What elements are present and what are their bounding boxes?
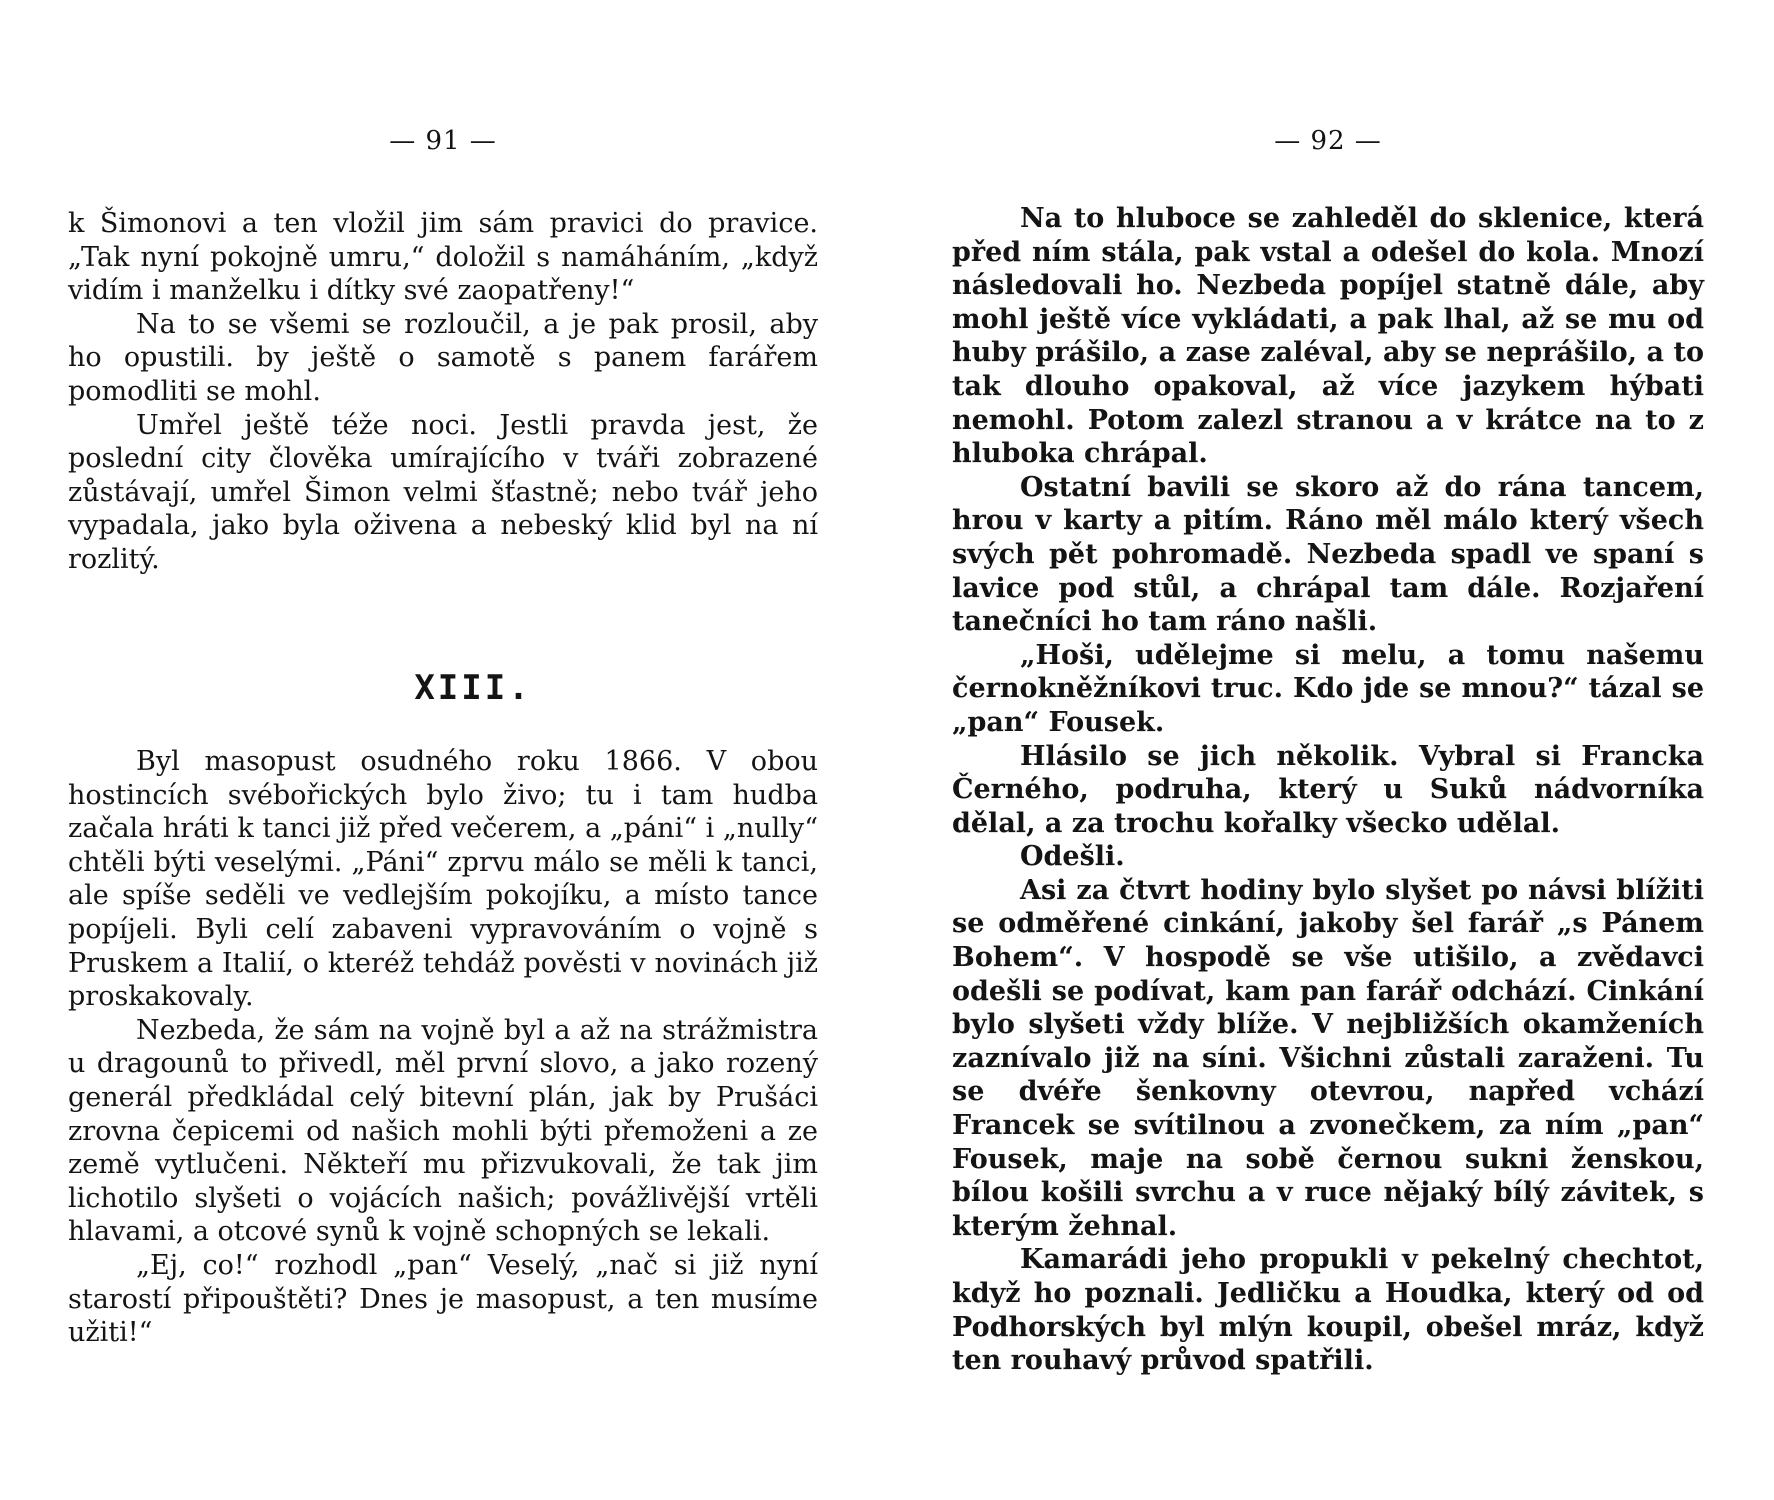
page-number-right: — 92 —: [1274, 126, 1382, 156]
paragraph: „Hoši, udělejme si melu, a tomu našemu černokněžníkovi truc. Kdo jde se mnou?“ tázal se „pan“ Fousek.: [952, 639, 1704, 738]
paragraph: k Šimonovi a ten vložil jim sám pravici do pravice. „Tak nyní pokojně umru,“ doložil s namáháním, „když vidím i manželku i dítky své zaopatřeny!“: [68, 208, 818, 307]
paragraph: Umřel ještě téže noci. Jestli pravda jest, že poslední city člověka umírajícího v tváři zobrazené zůstávají, umřel Šimon velmi šťastně; nebo tvář jeho vypadala, jako byla oživena a nebeský klid byl na ní rozlitý.: [68, 409, 818, 575]
chapter-heading: XIII.: [414, 668, 532, 708]
text-block-right: [952, 202, 1704, 1378]
paragraph: „Ej, co!“ rozhodl „pan“ Veselý, „nač si již nyní starostí připouštěti? Dnes je masopust, a ten musíme užiti!“: [68, 1249, 818, 1349]
paragraph: Kamarádi jeho propukli v pekelný chechtot, když ho poznali. Jedličku a Houdka, který od od Podhorských byl mlýn koupil, obešel mráz, když ten rouhavý průvod spatřili.: [952, 1244, 1704, 1377]
paragraph: Hlásilo se jich několik. Vybral si Francka Černého, podruha, který u Suků nádvorníka dělal, a za trochu kořalky všecko udělal.: [952, 740, 1704, 839]
paragraph: Nezbeda, že sám na vojně byl a až na strážmistra u dragounů to přivedl, měl první slovo, a jako rozený generál předkládal celý bitevní plán, jak by Prušáci zrovna čepicemi od našich mohli býti přemoženi a ze země vytlučeni. Někteří mu přizvukovali, že tak jim lichotilo slyšeti o vojácích našich; povážlivější vrtěli hlavami, a otcové synů k vojně schopných se lekali.: [68, 1014, 818, 1248]
left-page: [68, 0, 818, 1500]
page-number-left: — 91 —: [389, 126, 497, 156]
paragraph: Odešli.: [1020, 841, 1125, 873]
paragraph: Na to hluboce se zahleděl do sklenice, která před ním stála, pak vstal a odešel do kola. Mnozí následovali ho. Nezbeda popíjel statně dále, aby mohl ještě více vykládati, a pak lhal, až se mu od huby prášilo, a zase zaléval, aby se neprášilo, a to tak dlouho opakoval, až více jazykem hýbati nemohl. Potom zalezl stranou a v krátce na to z hluboka chrápal.: [952, 203, 1704, 470]
paragraph: Na to se všemi se rozloučil, a je pak prosil, aby ho opustili. by ještě o samotě s panem farářem pomodliti se mohl.: [68, 308, 818, 407]
paragraph: Asi za čtvrt hodiny bylo slyšet po návsi blížiti se odměřené cinkání, jakoby šel farář „s Pánem Bohem“. V hospodě se vše utišilo, a zvědavci odešli se podívat, kam pan farář odchází. Cinkání bylo slyšeti vždy blíže. V nejbližších okamženích zaznívalo již na síni. Všichni zůstali zaraženi. Tu se dvéře šenkovny otevrou, napřed vchází Francek se svítilnou a zvonečkem, za ním „pan“ Fousek, maje na sobě černou sukni ženskou, bílou košili svrchu a v ruce nějaký bílý závitek, s kterým žehnal.: [952, 874, 1704, 1242]
paragraph: Byl masopust osudného roku 1866. V obou hostincích svébořických bylo živo; tu i tam hudba začala hráti k tanci již před večerem, a „páni“ i „nully“ chtěli býti veselými. „Páni“ zprvu málo se měli k tanci, ale spíše seděli ve vedlejším pokojíku, a místo tance popíjeli. Byli celí zabaveni vypravováním o vojně s Pruskem a Italií, o kteréž tehdáž pověsti v novinách již proskakovaly.: [68, 746, 818, 1013]
right-page: [952, 0, 1704, 1500]
text-block-left-top: [68, 207, 818, 577]
text-block-left-bottom: [68, 745, 818, 1350]
paragraph: Ostatní bavili se skoro až do rána tancem, hrou v karty a pitím. Ráno měl málo který všech svých pět pohromadě. Nezbeda spadl ve spaní s lavice pod stůl, a chrápal tam dále. Rozjaření tanečníci ho tam ráno našli.: [952, 471, 1704, 638]
